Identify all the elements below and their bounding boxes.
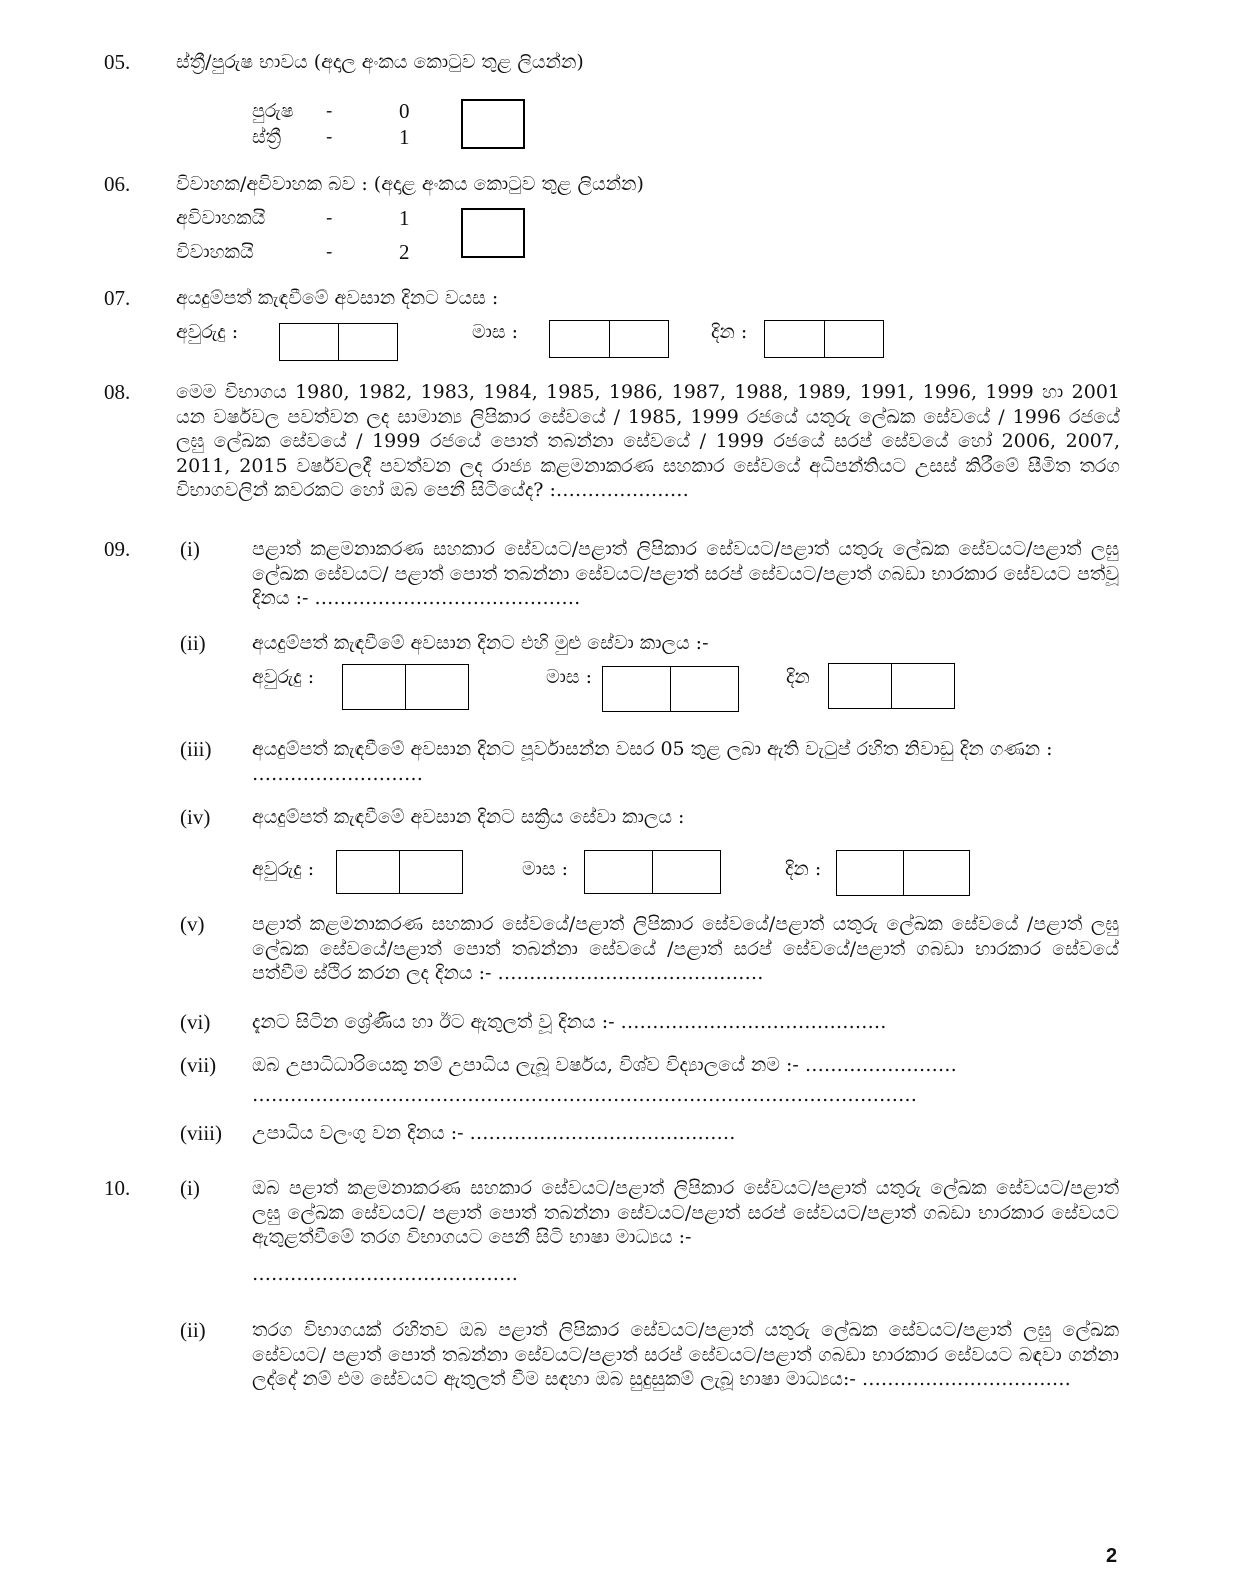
q09-ii-months-label: මාස : <box>546 666 593 688</box>
q09-number: 09. <box>104 537 131 561</box>
q09-ii-number: (ii) <box>180 631 206 655</box>
q10-ii-number: (ii) <box>180 1318 206 1342</box>
q09-ii-years-input[interactable] <box>342 664 469 710</box>
q09-v-number: (v) <box>180 912 205 936</box>
q09-ii-text: අයදුම්පත් කැඳවීමේ අවසාන දිනට එහි මුළු සේවා කාලය :- <box>252 632 709 654</box>
q07-years-input[interactable] <box>279 323 398 361</box>
q06-label: විවාහක/අවිවාහක බව : (අදාළ අංකය කොටුව තුළ ලියන්න) <box>176 173 644 195</box>
q09-ii-days-label: දින <box>786 666 810 688</box>
q10-ii-text: තරග විභාගයක් රහිතව ඔබ පළාත් ලිපිකාර සේවයට/පළාත් යතුරු ලේඛක සේවයට/පළාත් ලඝු ලේඛක සේවයට/ පළාත් පොත් තබන්නා සේවයට/පළාත් සරප් සේවයට/පළාත් ගබඩා භාරකාර සේවයට බඳවා ගන්නා ලද්දේ නම් එම සේවයට ඇතුලත් වීම සඳහා ඔබ සුදුසුකම් ලැබූ භාෂා මාධ්‍යය:- …………………………… <box>252 1319 1119 1390</box>
q07-label: අයදුම්පත් කැඳවීමේ අවසාන දිනට වයස : <box>176 287 499 309</box>
q05-number: 05. <box>104 50 131 74</box>
q08-number: 08. <box>104 380 131 404</box>
q09-iv-years-input[interactable] <box>336 850 463 894</box>
q08-text: මෙම විභාගය 1980, 1982, 1983, 1984, 1985, 1986, 1987, 1988, 1989, 1991, 1996, 1999 හා 2001 යන වර්ෂවල පවත්වන ලද සාමාන්‍ය ලිපිකාර සේවයේ / 1985, 1999 රජයේ යතුරු ලේඛක සේවයේ / 1996 රජයේ ලඝු ලේඛක සේවයේ / 1999 රජයේ පොත් තබන්නා සේවයේ / 1999 රජයේ සරප් සේවයේ හෝ 2006, 2007, 2011, 2015 වර්ෂවලදී පවත්වන ලද රාජ්‍ය කළමනාකරණ සහකාර සේවයේ අධිපන්තියට උසස් කිරීමේ සීමිත තරග විභාගවලින් කවරකට හෝ ඔබ පෙනී සිටියේද? :………………… <box>176 381 1120 501</box>
q09-i-number: (i) <box>180 537 200 561</box>
q05-opt2-label: ස්ත්‍රී <box>252 126 282 148</box>
q09-viii-number: (viii) <box>180 1121 222 1145</box>
q07-days-label: දින : <box>711 321 748 343</box>
q07-number: 07. <box>104 286 131 310</box>
q05-opt1-label: පුරුෂ <box>252 100 294 122</box>
q06-number: 06. <box>104 172 131 196</box>
q09-iii-number: (iii) <box>180 737 212 761</box>
q05-opt2-dash: - <box>326 126 333 148</box>
q09-ii-years-label: අවුරුදු : <box>252 666 315 688</box>
q05-opt2-code: 1 <box>399 125 410 149</box>
q06-opt2-label: විවාහකයි <box>176 241 254 263</box>
q06-opt1-label: අවිවාහකයි <box>176 207 266 229</box>
q09-i-text: පළාත් කළමනාකරණ සහකාර සේවයට/පළාත් ලිපිකාර සේවයට/පළාත් යතුරු ලේඛක සේවයට/පළාත් ලඝු ලේඛක සේවයට/ පළාත් පොත් තබන්නා සේවයට/පළාත් සරප් සේවයට/පළාත් ගබඩා භාරකාර සේවයට පත්වූ දිනය :- …………………………………… <box>252 538 1119 609</box>
q09-iv-number: (iv) <box>180 805 211 829</box>
q09-iv-years-label: අවුරුදු : <box>252 858 315 880</box>
q09-iv-days-input[interactable] <box>836 850 970 896</box>
q10-i-text: ඔබ පළාත් කළමනාකරණ සහකාර සේවයට/පළාත් ලිපිකාර සේවයට/පළාත් යතුරු ලේඛක සේවයට/පළාත් ලඝු ලේඛක සේවයට/ පළාත් පොත් තබන්නා සේවයට/පළාත් සරප් සේවයට/පළාත් ගබඩා භාරකාර සේවයට ඇතුළත්වීමේ තරග විභාගයට පෙනී සිටි භාෂා මාධ්‍යය :- <box>252 1177 1119 1248</box>
q09-vii-number: (vii) <box>180 1053 217 1077</box>
q06-answer-box[interactable] <box>461 208 525 258</box>
q10-i-line2: …………………………………… <box>252 1263 518 1285</box>
q09-iii-text: අයදුම්පත් කැඳවීමේ අවසාන දිනට පූර්වාසන්න වසර 05 තුළ ලබා ඇති වැටුප් රහිත නිවාඩු දින ගණන : ……………………… <box>252 738 1053 785</box>
q07-months-input[interactable] <box>549 320 669 358</box>
q09-vii-line2: …………………………………………………………………………………………… <box>252 1084 917 1106</box>
q06-opt2-code: 2 <box>399 240 410 264</box>
q06-opt1-dash: - <box>326 207 333 229</box>
q05-label: ස්ත්‍රී/පුරුෂ භාවය (අදාල අංකය කොටුව තුළ ලියන්න) <box>176 51 584 73</box>
q10-number: 10. <box>104 1176 131 1200</box>
q05-opt1-dash: - <box>326 100 333 122</box>
q09-iv-months-input[interactable] <box>584 850 721 894</box>
q09-vi-number: (vi) <box>180 1010 211 1034</box>
q09-ii-days-input[interactable] <box>828 663 955 709</box>
q10-i-number: (i) <box>180 1176 200 1200</box>
q09-ii-months-input[interactable] <box>602 666 739 712</box>
q07-months-label: මාස : <box>472 321 519 343</box>
q09-v-text: පළාත් කළමනාකරණ සහකාර සේවයේ/පළාත් ලිපිකාර සේවයේ/පළාත් යතුරු ලේඛක සේවයේ /පළාත් ලඝු ලේඛක සේවයේ/පළාත් පොත් තබන්නා සේවයේ /පළාත් සරප් සේවයේ/පළාත් ගබඩා භාරකාර සේවයේ පත්වීම ස්ථිර කරන ලද දිනය :- …………………………………… <box>252 913 1119 984</box>
q06-opt2-dash: - <box>326 241 333 263</box>
q09-iv-text: අයදුම්පත් කැඳවීමේ අවසාන දිනට සක්‍රිය සේවා කාලය : <box>252 806 685 828</box>
q09-vii-text: ඔබ උපාධිධාරියෙකු නම් උපාධිය ලැබූ වර්ෂය, විශ්ව විද්‍යාලයේ නම :- …………………… <box>252 1054 957 1076</box>
q06-opt1-code: 1 <box>399 206 410 230</box>
q09-viii-text: උපාධිය වලංගු වන දිනය :- …………………………………… <box>252 1122 736 1144</box>
q05-opt1-code: 0 <box>399 99 410 123</box>
q07-days-input[interactable] <box>764 320 884 358</box>
page-number: 2 <box>1106 1545 1118 1567</box>
q09-vi-text: දැනට සිටින ශ්‍රේණිය හා ඊට ඇතුලත් වූ දිනය :- …………………………………… <box>252 1011 887 1033</box>
q07-years-label: අවුරුදු : <box>176 321 239 343</box>
q09-iv-days-label: දින : <box>785 858 822 880</box>
q09-iv-months-label: මාස : <box>522 858 569 880</box>
q05-answer-box[interactable] <box>461 99 525 149</box>
